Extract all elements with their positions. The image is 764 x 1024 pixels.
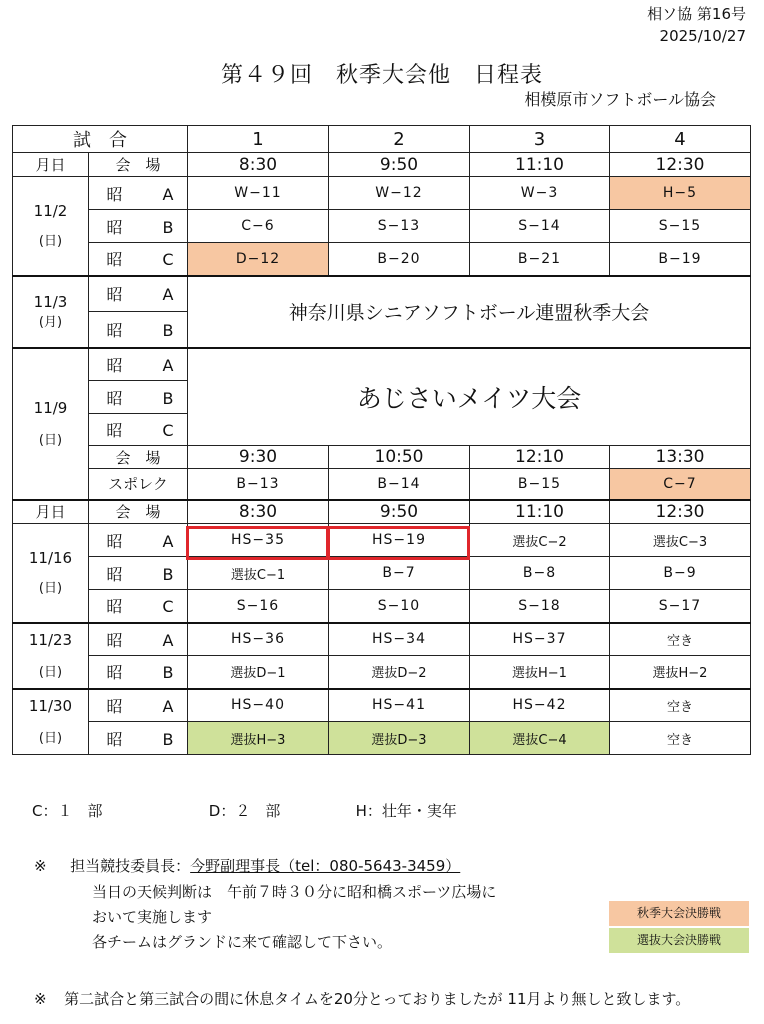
match-cell: W−12 [329,177,470,210]
court-c-label [89,590,188,623]
time-slot: 9:50 [329,500,470,524]
court-b-label [89,210,188,243]
table-row [13,276,751,312]
match-cell: HS−41 [329,689,470,722]
table-row [13,210,751,243]
court-prefix: 昭 [106,285,125,305]
time-slot: 12:30 [610,153,751,177]
header-match: 試 合 [13,126,188,153]
court-letter: B [162,564,176,584]
match-cell: 空き [610,689,751,722]
match-cell: 空き [610,623,751,656]
weekday-label: (日) [38,581,63,597]
court-letter: A [162,285,176,305]
table-row [13,590,751,623]
time-slot: 12:10 [470,446,610,469]
court-prefix: 昭 [106,663,125,683]
match-cell: 選抜C−2 [470,524,610,557]
match-cell-autumn-final: C−7 [610,469,751,500]
match-cell: 選抜C−3 [610,524,751,557]
court-prefix: 昭 [106,564,125,584]
header-row-match [13,126,751,153]
match-cell: S−15 [610,210,751,243]
note-weather-line: 当日の天候判断は 午前７時３０分に昭和橋スポーツ広場に [92,883,497,901]
match-cell: HS−35 [188,524,329,557]
match-cell: 選抜C−1 [188,557,329,590]
court-a-label [89,276,188,312]
match-cell: W−11 [188,177,329,210]
time-slot: 8:30 [188,500,329,524]
match-cell: B−13 [188,469,329,500]
court-prefix: 昭 [106,597,125,617]
highlight-box [327,526,470,560]
court-b-label [89,557,188,590]
header-slot-4: 4 [610,126,751,153]
date-label: 11/16 [28,549,73,568]
header-row-times [13,500,751,524]
event-name: 神奈川県シニアソフトボール連盟秋季大会 [188,276,751,348]
match-cell-autumn-final: H−5 [610,177,751,210]
schedule-table [12,125,751,755]
court-letter: B [162,388,176,408]
date-cell [13,689,89,755]
weekday-label: (月) [38,315,63,330]
date-cell [13,623,89,689]
court-prefix: 昭 [106,388,125,408]
match-cell: 選抜D−1 [188,656,329,689]
match-cell: 空き [610,722,751,755]
time-slot: 10:50 [329,446,470,469]
weekday-label: (日) [38,234,63,250]
court-prefix: 昭 [106,630,125,650]
note-mark: ※ [34,990,47,1008]
date-label: 11/2 [33,202,68,221]
table-row [13,469,751,500]
weekday-label: (日) [38,433,63,448]
court-letter: B [162,663,176,683]
court-letter: B [162,729,176,749]
document-date: 2025/10/27 [659,27,746,45]
legend-d: D：２ 部 [208,802,281,820]
court-a-label [89,689,188,722]
note-mark: ※ [34,857,47,875]
document-number: 相ソ協 第16号 [647,5,746,23]
table-row [13,623,751,656]
date-cell [13,276,89,348]
note-break-time [34,987,690,1011]
header-slot-2: 2 [329,126,470,153]
date-label: 11/3 [33,293,68,311]
time-slot: 11:10 [470,153,610,177]
match-cell: 選抜H−1 [470,656,610,689]
match-cell-select-final: 選抜H−3 [188,722,329,755]
date-label: 11/9 [33,399,68,417]
court-prefix: 昭 [106,421,125,440]
court-prefix: 昭 [106,217,125,237]
time-slot: 13:30 [610,446,751,469]
match-cell: B−9 [610,557,751,590]
match-cell-select-final: 選抜D−3 [329,722,470,755]
court-b-label [89,656,188,689]
match-cell: HS−40 [188,689,329,722]
match-cell: W−3 [470,177,610,210]
match-cell: S−18 [470,590,610,623]
table-row [13,243,751,276]
header-venue: 会 場 [89,500,188,524]
legend-h: H：壮年・実年 [355,802,457,820]
date-cell [13,348,89,500]
match-cell: HS−37 [470,623,610,656]
match-cell: S−17 [610,590,751,623]
match-cell: S−14 [470,210,610,243]
time-slot: 8:30 [188,153,329,177]
court-letter: A [162,184,176,204]
note-contact-label: 担当競技委員長： [70,857,191,875]
time-slot: 11:10 [470,500,610,524]
page-title: 第４９回 秋季大会他 日程表 [220,63,543,88]
match-cell: B−7 [329,557,470,590]
event-name: あじさいメイツ大会 [188,348,751,446]
time-slot: 12:30 [610,500,751,524]
time-slot: 9:30 [188,446,329,469]
court-a-label [89,524,188,557]
court-prefix: 昭 [106,184,125,204]
court-b-label [89,312,188,348]
table-row [13,656,751,689]
header-venue: 会 場 [89,153,188,177]
weekday-label: (日) [38,731,63,747]
match-cell: S−16 [188,590,329,623]
match-cell: B−21 [470,243,610,276]
table-row [13,348,751,381]
organization-name: 相模原市ソフトボール協会 [524,90,716,109]
note-weather-line: 各チームはグランドに来て確認して下さい。 [92,933,393,951]
header-date: 月日 [13,153,89,177]
table-row [13,177,751,210]
legend-select-final: 選抜大会決勝戦 [609,928,749,953]
match-cell: HS−42 [470,689,610,722]
court-letter: C [162,421,176,440]
header-slot-3: 3 [470,126,610,153]
legend-autumn-final: 秋季大会決勝戦 [609,901,749,926]
table-row [13,689,751,722]
match-cell: B−14 [329,469,470,500]
highlight-box [186,526,329,560]
court-prefix: 昭 [106,320,125,340]
match-cell: HS−36 [188,623,329,656]
note-contact-person: 今野副理事長（tel：080-5643-3459） [190,857,461,875]
court-letter: A [162,630,176,650]
table-row [13,722,751,755]
header-row-times [13,153,751,177]
court-prefix: 昭 [106,696,125,716]
match-cell: B−20 [329,243,470,276]
match-cell: B−19 [610,243,751,276]
court-a-label [89,348,188,381]
court-a-label [89,177,188,210]
time-slot: 9:50 [329,153,470,177]
match-cell: HS−19 [329,524,470,557]
note-break-text: 第二試合と第三試合の間に休息タイムを20分とっておりましたが 11月より無しと致します。 [64,990,691,1008]
division-legend [32,800,457,821]
date-cell [13,524,89,623]
court-letter: A [162,531,176,551]
court-c-label [89,243,188,276]
match-cell: 選抜H−2 [610,656,751,689]
venue-label: 会 場 [89,446,188,469]
match-cell-select-final: 選抜C−4 [470,722,610,755]
match-cell-autumn-final: D−12 [188,243,329,276]
table-row [13,557,751,590]
date-label: 11/23 [28,631,73,649]
court-letter: B [162,217,176,237]
court-prefix: 昭 [106,355,125,375]
match-cell: HS−34 [329,623,470,656]
match-cell: B−8 [470,557,610,590]
date-label: 11/30 [28,697,73,716]
court-prefix: 昭 [106,250,125,270]
court-prefix: 昭 [106,729,125,749]
sporec-label: スポレク [89,469,188,500]
court-a-label [89,623,188,656]
weekday-label: (日) [38,665,63,680]
court-c-label [89,414,188,446]
court-letter: B [162,320,176,340]
header-slot-1: 1 [188,126,329,153]
court-letter: A [162,696,176,716]
match-cell: S−13 [329,210,470,243]
match-cell: S−10 [329,590,470,623]
court-b-label [89,381,188,414]
date-cell [13,177,89,276]
court-letter: A [162,355,176,375]
note-weather-line: おいて実施します [92,908,213,926]
court-b-label [89,722,188,755]
match-cell: C−6 [188,210,329,243]
court-letter: C [162,597,176,617]
court-prefix: 昭 [106,531,125,551]
match-cell: 選抜D−2 [329,656,470,689]
note-contact [34,854,460,878]
legend-c: C：１ 部 [32,802,103,820]
table-row [13,446,751,469]
court-letter: C [162,250,176,270]
match-cell: B−15 [470,469,610,500]
header-date: 月日 [13,500,89,524]
